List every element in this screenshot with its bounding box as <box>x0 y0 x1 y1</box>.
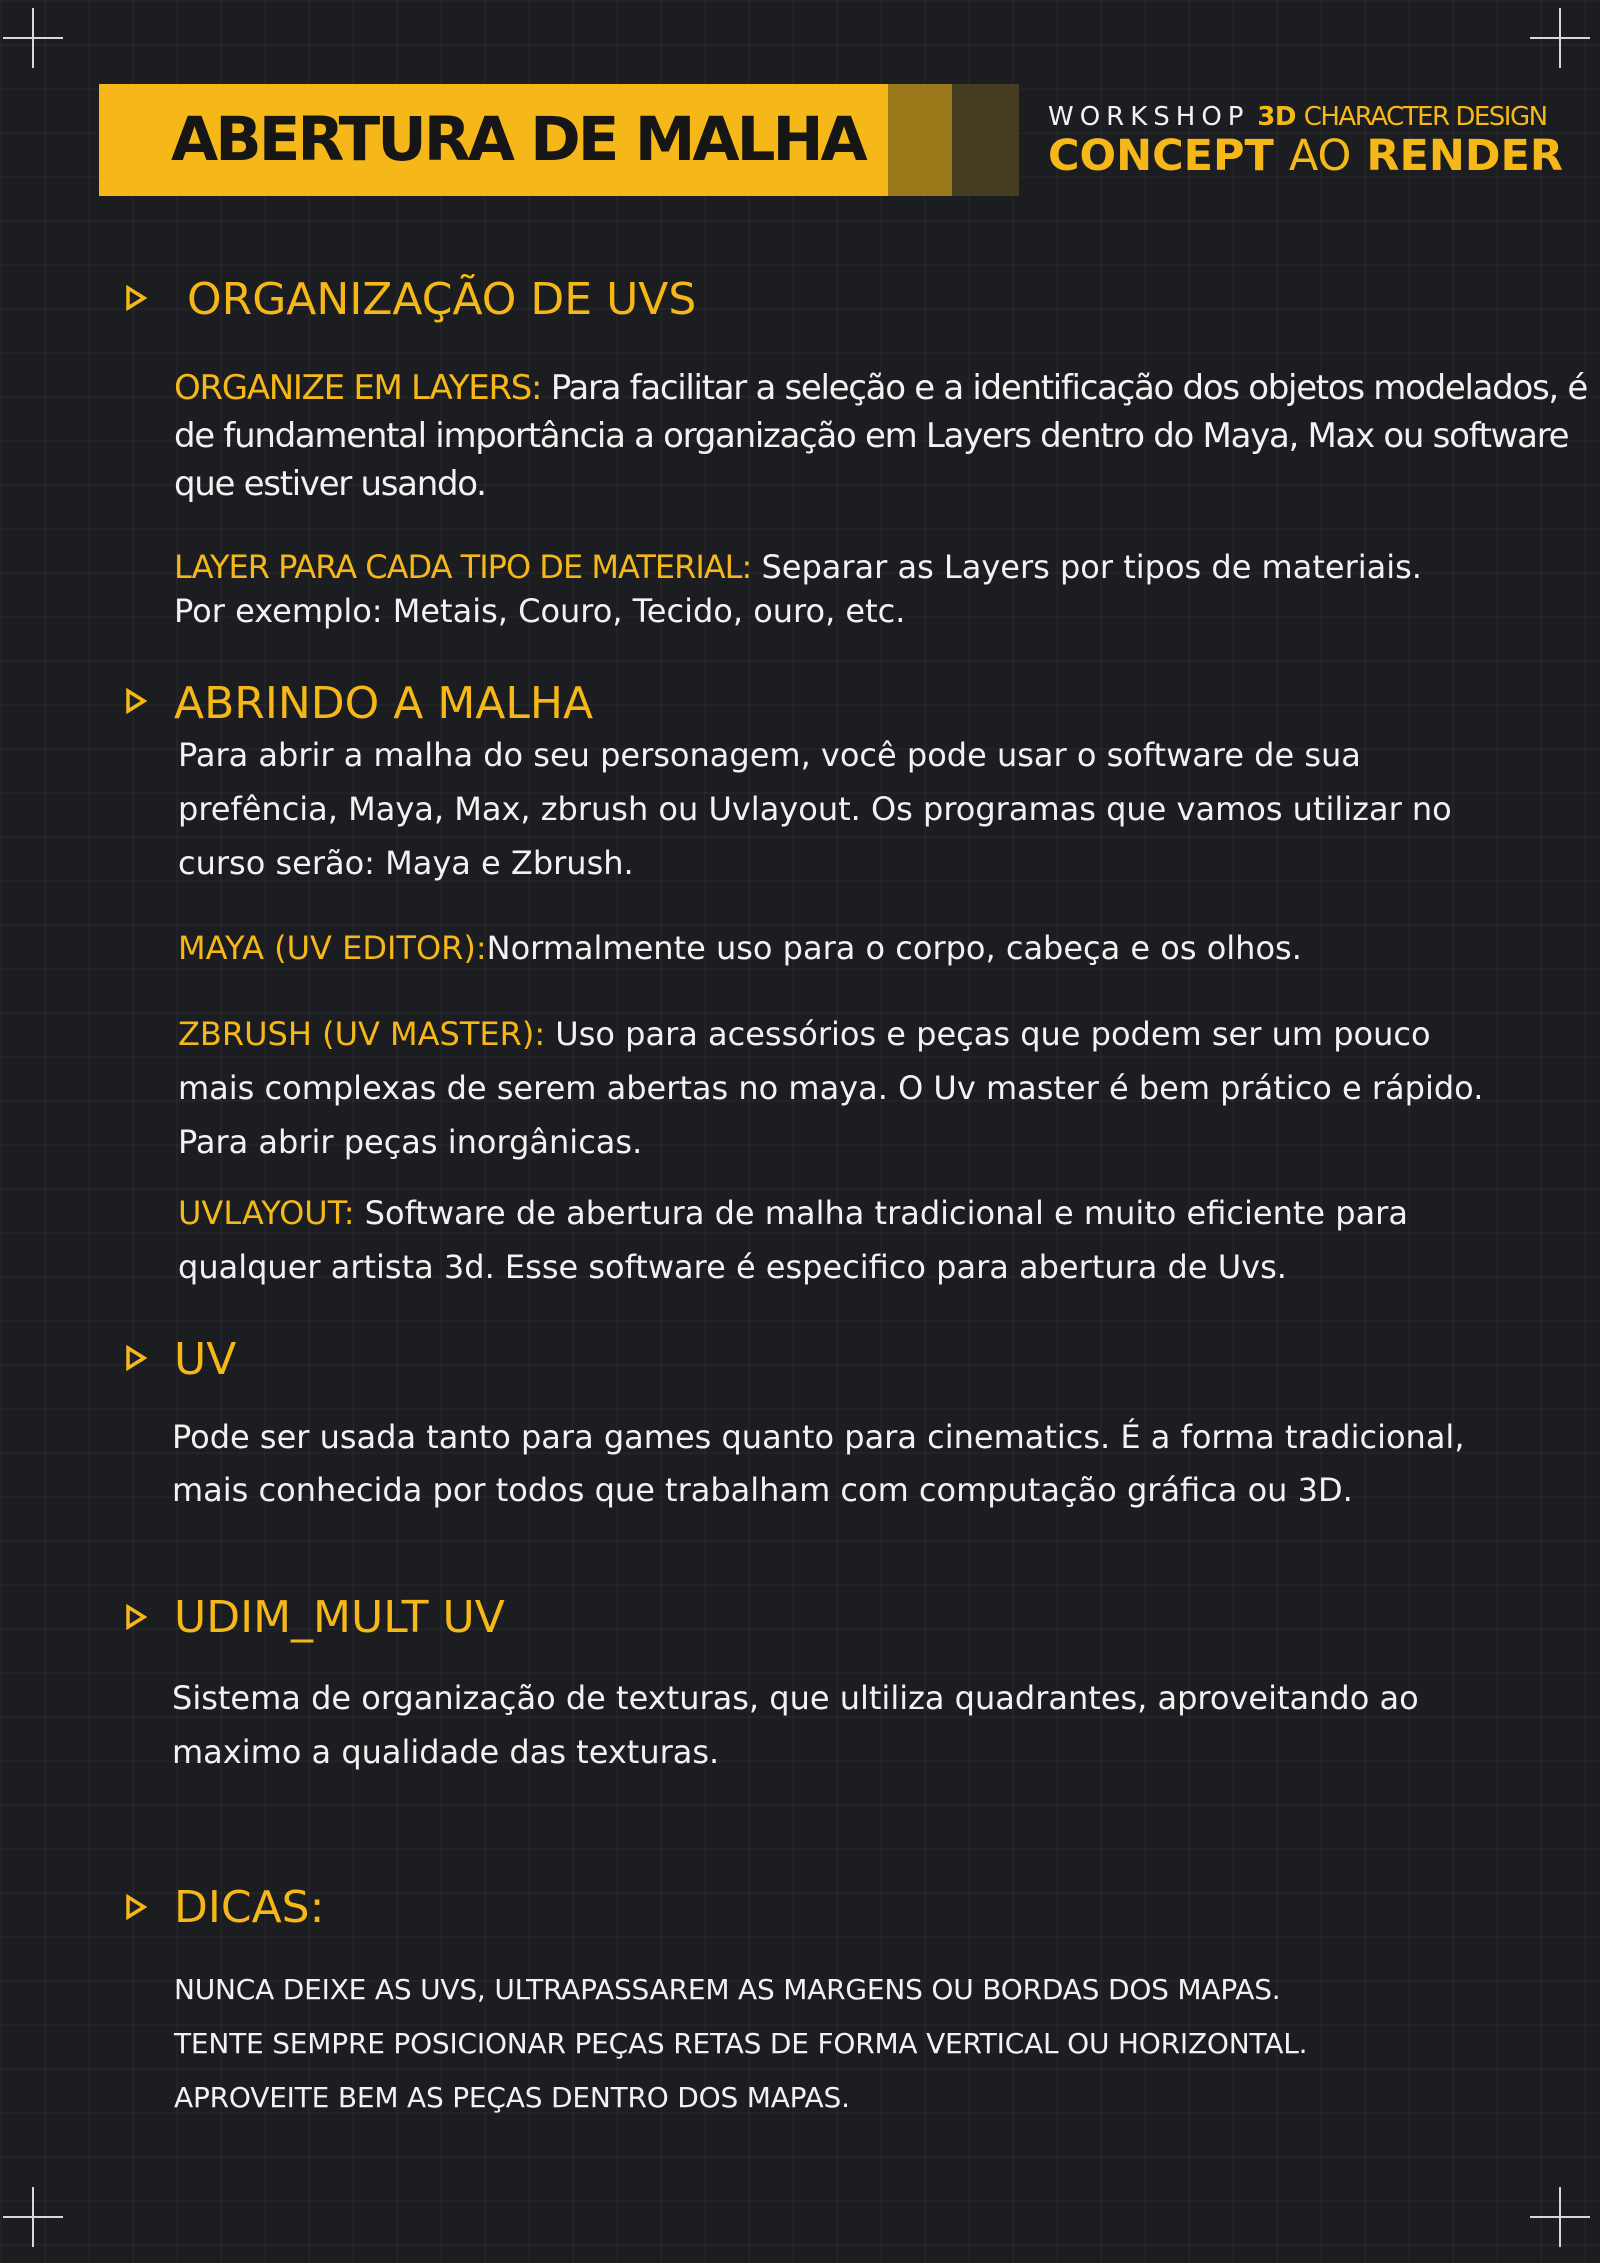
workshop-brand <box>1048 102 1564 181</box>
heading-dicas: DICAS: <box>174 1882 325 1933</box>
banner-stripe-darker <box>952 84 1019 196</box>
paragraph-organize-layers: ORGANIZE EM LAYERS: Para facilitar a seleção e a identificação dos objetos modelados, é de fundamental importância a organização em Layers dentro do Maya, Max ou software que estiver usando. <box>174 368 1587 504</box>
triangle-bullet-icon <box>125 285 147 311</box>
heading-organizacao-uvs: ORGANIZAÇÃO DE UVS <box>187 274 697 325</box>
brand-subtitle <box>1048 102 1547 132</box>
crop-mark-top-left <box>3 8 63 68</box>
label-uvlayout: UVLAYOUT: <box>178 1194 355 1232</box>
paragraph-udim: Sistema de organização de texturas, que ultiliza quadrantes, aproveitando ao maximo a qualidade das texturas. <box>172 1679 1419 1771</box>
paragraph-zbrush: ZBRUSH (UV MASTER): Uso para acessórios e peças que podem ser um pouco mais complexas de serem abertas no maya. O Uv master é bem prático e rápido. Para abrir peças inorgânicas. <box>178 1015 1484 1161</box>
label-organize-layers: ORGANIZE EM LAYERS: <box>174 368 542 408</box>
page-title: ABERTURA DE MALHA <box>171 104 865 175</box>
tip-item: NUNCA DEIXE AS UVS, ULTRAPASSAREM AS MARGENS OU BORDAS DOS MAPAS. <box>174 1973 1281 2006</box>
crop-mark-bottom-right <box>1530 2187 1590 2247</box>
label-maya: MAYA (UV EDITOR): <box>178 929 487 967</box>
paragraph-abrindo-intro: Para abrir a malha do seu personagem, você pode usar o software de sua prefência, Maya, Max, zbrush ou Uvlayout. Os programas que vamos utilizar no curso serão: Maya e Zbrush. <box>178 736 1452 882</box>
triangle-bullet-icon <box>125 688 147 714</box>
triangle-bullet-icon <box>125 1345 147 1371</box>
paragraph-maya: MAYA (UV EDITOR):Normalmente uso para o corpo, cabeça e os olhos. <box>178 929 1302 967</box>
brand-concept: CONCEPT <box>1048 131 1274 181</box>
crop-mark-bottom-left <box>3 2187 63 2247</box>
brand-3d: 3D <box>1257 102 1296 132</box>
tip-item: APROVEITE BEM AS PEÇAS DENTRO DOS MAPAS. <box>174 2081 850 2114</box>
brand-ao: AO <box>1288 131 1352 181</box>
heading-udim: UDIM_MULT UV <box>174 1592 505 1643</box>
label-layer-material: LAYER PARA CADA TIPO DE MATERIAL: <box>174 548 752 586</box>
heading-abrindo-malha: ABRINDO A MALHA <box>174 678 594 729</box>
triangle-bullet-icon <box>125 1604 147 1630</box>
paragraph-uv: Pode ser usada tanto para games quanto para cinematics. É a forma tradicional, mais conhecida por todos que trabalham com computação gráfica ou 3D. <box>172 1418 1465 1509</box>
crop-mark-top-right <box>1530 8 1590 68</box>
brand-character-design: CHARACTER DESIGN <box>1303 102 1547 132</box>
brand-render: RENDER <box>1366 131 1564 181</box>
paragraph-layer-material: LAYER PARA CADA TIPO DE MATERIAL: Separar as Layers por tipos de materiais. Por exemplo: Metais, Couro, Tecido, ouro, etc. <box>174 548 1422 630</box>
label-zbrush: ZBRUSH (UV MASTER): <box>178 1015 546 1053</box>
brand-title <box>1048 131 1564 181</box>
banner-stripe-dark <box>888 84 952 196</box>
tip-item: TENTE SEMPRE POSICIONAR PEÇAS RETAS DE FORMA VERTICAL OU HORIZONTAL. <box>174 2027 1308 2060</box>
triangle-bullet-icon <box>125 1894 147 1920</box>
title-banner <box>99 84 1019 196</box>
tips-list <box>174 1963 1307 2125</box>
brand-workshop: WORKSHOP <box>1048 102 1250 132</box>
heading-uv: UV <box>174 1334 237 1385</box>
paragraph-uvlayout: UVLAYOUT: Software de abertura de malha tradicional e muito eficiente para qualquer artista 3d. Esse software é especifico para abertura de Uvs. <box>178 1194 1408 1286</box>
